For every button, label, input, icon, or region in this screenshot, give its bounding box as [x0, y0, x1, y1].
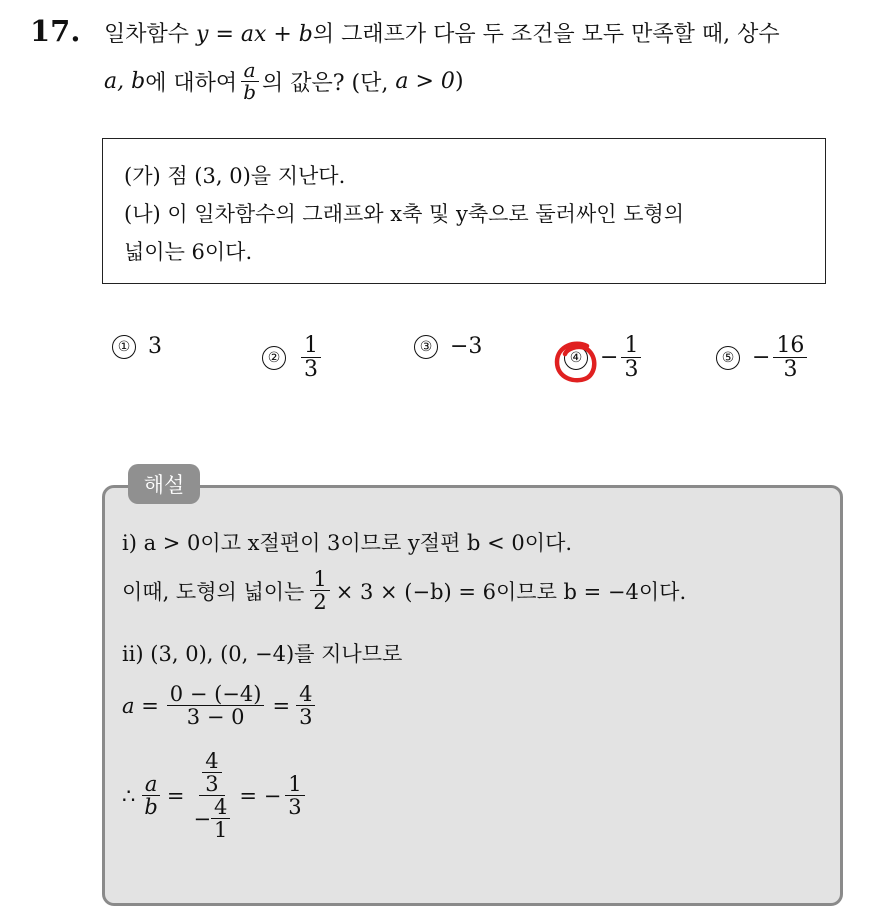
fraction-denominator: 3 — [304, 357, 318, 383]
choice-number-2: ② — [262, 346, 286, 370]
question-formula: y = ax + b — [196, 22, 313, 47]
choice-number-5: ⑤ — [716, 346, 740, 370]
choice-fraction — [773, 334, 807, 381]
choice-1[interactable] — [112, 334, 162, 359]
condition-na-line1: (나) 이 일차함수의 그래프와 x축 및 y축으로 둘러싸인 도형의 — [124, 202, 685, 226]
fraction-numerator: a — [142, 773, 161, 796]
question-text: 의 그래프가 다음 두 조건을 모두 만족할 때, 상수 — [312, 22, 780, 47]
question-text: ) — [454, 69, 464, 94]
solution-fraction — [296, 683, 315, 728]
fraction-denominator: 3 − 0 — [186, 705, 245, 730]
question-line-2 — [104, 60, 464, 103]
fraction-numerator: 16 — [773, 334, 807, 358]
inner-fraction — [211, 796, 230, 841]
question-text: 일차함수 — [104, 22, 190, 47]
fraction-numerator: 4 — [202, 750, 221, 773]
fraction-sign: − — [193, 806, 212, 831]
fraction-denominator: 3 — [624, 357, 639, 383]
fraction-numerator: 1 — [621, 334, 641, 358]
fraction-numerator: 1 — [285, 773, 304, 796]
solution-tag: 해설 — [128, 464, 200, 504]
condition-na-line2: 넓이는 6이다. — [124, 240, 253, 264]
inner-fraction — [202, 750, 221, 795]
compound-fraction — [190, 750, 233, 841]
fraction-denominator: 1 — [214, 818, 228, 843]
fraction-denominator: b — [144, 795, 158, 820]
solution-line-5 — [122, 750, 309, 841]
question-condition: a > 0 — [395, 69, 455, 94]
compound-denominator — [190, 796, 233, 841]
fraction-denominator: 2 — [313, 590, 327, 615]
choice-value: −3 — [450, 334, 483, 359]
choice-fraction — [301, 334, 321, 381]
question-text: 에 대하여 — [145, 71, 238, 96]
solution-text: a = — [122, 693, 159, 718]
choice-sign: − — [752, 345, 771, 371]
choice-sign: − — [600, 345, 619, 371]
compound-numerator — [199, 750, 224, 796]
solution-line-1: ⅰ) a > 0이고 x절편이 3이므로 y절편 b < 0이다. — [122, 531, 573, 555]
fraction-numerator: 0 − (−4) — [167, 683, 265, 706]
solution-line-4 — [122, 683, 321, 728]
choice-5[interactable] — [716, 334, 810, 381]
therefore-symbol: ∴ — [122, 783, 136, 808]
solution-text: 이때, 도형의 넓이는 — [122, 579, 305, 604]
choice-3[interactable] — [414, 334, 482, 359]
choice-number-3: ③ — [414, 335, 438, 359]
solution-fraction — [310, 568, 329, 613]
solution-text: × 3 × (−b) = 6이므로 b = −4이다. — [335, 579, 687, 604]
solution-fraction — [285, 773, 304, 818]
solution-fraction — [167, 683, 265, 728]
choice-value: 3 — [148, 334, 162, 359]
fraction-numerator: 1 — [310, 568, 329, 591]
selected-answer-mark — [553, 340, 601, 386]
question-fraction — [240, 60, 259, 103]
condition-ga: (가) 점 (3, 0)을 지난다. — [124, 164, 346, 188]
fraction-denominator: 3 — [299, 705, 313, 730]
choice-2[interactable] — [262, 334, 324, 381]
solution-line-2 — [122, 568, 686, 613]
question-line-1 — [104, 17, 780, 48]
question-vars: a, b — [104, 69, 146, 94]
question-number: 17. — [30, 14, 81, 48]
fraction-numerator: 4 — [211, 796, 230, 819]
question-text: 의 값은? (단, — [262, 71, 389, 96]
fraction-denominator: 3 — [205, 772, 219, 797]
choice-fraction — [621, 334, 641, 381]
solution-equals: = — [272, 693, 291, 718]
choice-number-4: ④ — [564, 346, 588, 370]
solution-equals: = − — [239, 783, 282, 808]
fraction-numerator: a — [241, 60, 259, 82]
fraction-denominator: b — [243, 80, 257, 104]
fraction-numerator: 4 — [296, 683, 315, 706]
fraction-denominator: 3 — [288, 795, 302, 820]
solution-fraction — [141, 773, 160, 818]
solution-line-3: ⅱ) (3, 0), (0, −4)를 지나므로 — [122, 642, 403, 666]
solution-equals: = — [166, 783, 185, 808]
fraction-numerator: 1 — [301, 334, 321, 358]
fraction-denominator: 3 — [783, 357, 798, 383]
choice-number-1: ① — [112, 335, 136, 359]
